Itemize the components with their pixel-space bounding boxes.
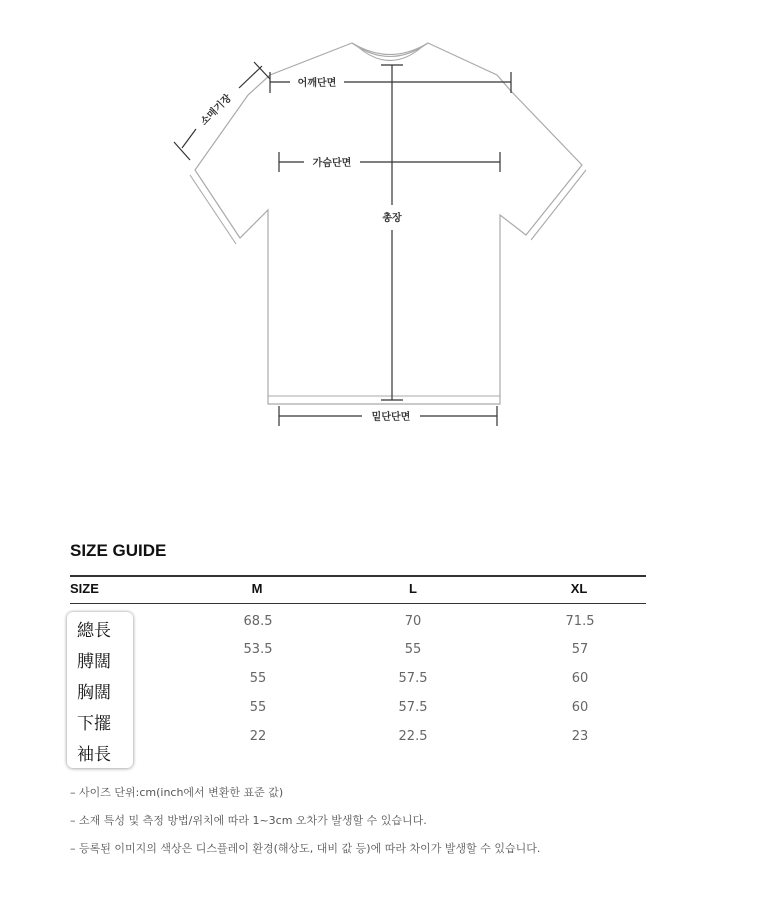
- chest-label: 가슴단면: [312, 158, 352, 169]
- cell-xl: 60: [571, 671, 589, 686]
- note-tolerance: – 소재 특성 및 측정 방법/위치에 따라 1~3cm 오차가 발생할 수 있습니다.: [70, 814, 427, 827]
- sleeve-label: 소매기장: [198, 92, 234, 128]
- row-label: 袖長: [77, 745, 111, 765]
- note-unit: – 사이즈 단위:cm(inch에서 변환한 표준 값): [70, 786, 284, 799]
- table-top-rule: [70, 575, 646, 577]
- cell-l: 55: [404, 642, 422, 657]
- cell-xl: 23: [571, 729, 589, 744]
- header-l: L: [409, 581, 417, 596]
- cell-m: 53.5: [243, 642, 273, 657]
- header-m: M: [251, 581, 263, 596]
- sleeve-tick-upper: [254, 62, 270, 79]
- table-header-rule: [70, 603, 646, 604]
- cell-l: 57.5: [398, 700, 428, 715]
- cell-l: 57.5: [398, 671, 428, 686]
- length-label: 총장: [382, 213, 402, 224]
- shoulder-label: 어깨단면: [297, 78, 337, 89]
- size-guide-title: SIZE GUIDE: [70, 541, 167, 560]
- sleeve-tick-lower: [174, 142, 190, 160]
- cell-m: 68.5: [243, 614, 273, 629]
- row-label: 下擺: [77, 714, 111, 734]
- cell-xl: 71.5: [565, 614, 595, 629]
- row-label-popup: [67, 612, 133, 768]
- cell-xl: 60: [571, 700, 589, 715]
- sleeve-line-lower: [182, 129, 196, 148]
- cell-l: 22.5: [398, 729, 428, 744]
- cell-xl: 57: [571, 642, 589, 657]
- note-color: – 등록된 이미지의 색상은 디스플레이 환경(해상도, 대비 값 등)에 따라 차이가 발생할 수 있습니다.: [70, 842, 541, 855]
- header-size: SIZE: [70, 581, 99, 596]
- row-label: 膊闊: [77, 652, 111, 672]
- header-xl: XL: [570, 581, 588, 596]
- cell-m: 55: [249, 700, 267, 715]
- hem-label: 밑단단면: [371, 412, 411, 423]
- row-label: 胸闊: [77, 683, 111, 703]
- cell-l: 70: [404, 614, 422, 629]
- cell-m: 55: [249, 671, 267, 686]
- row-label: 總長: [77, 621, 111, 641]
- cell-m: 22: [249, 729, 267, 744]
